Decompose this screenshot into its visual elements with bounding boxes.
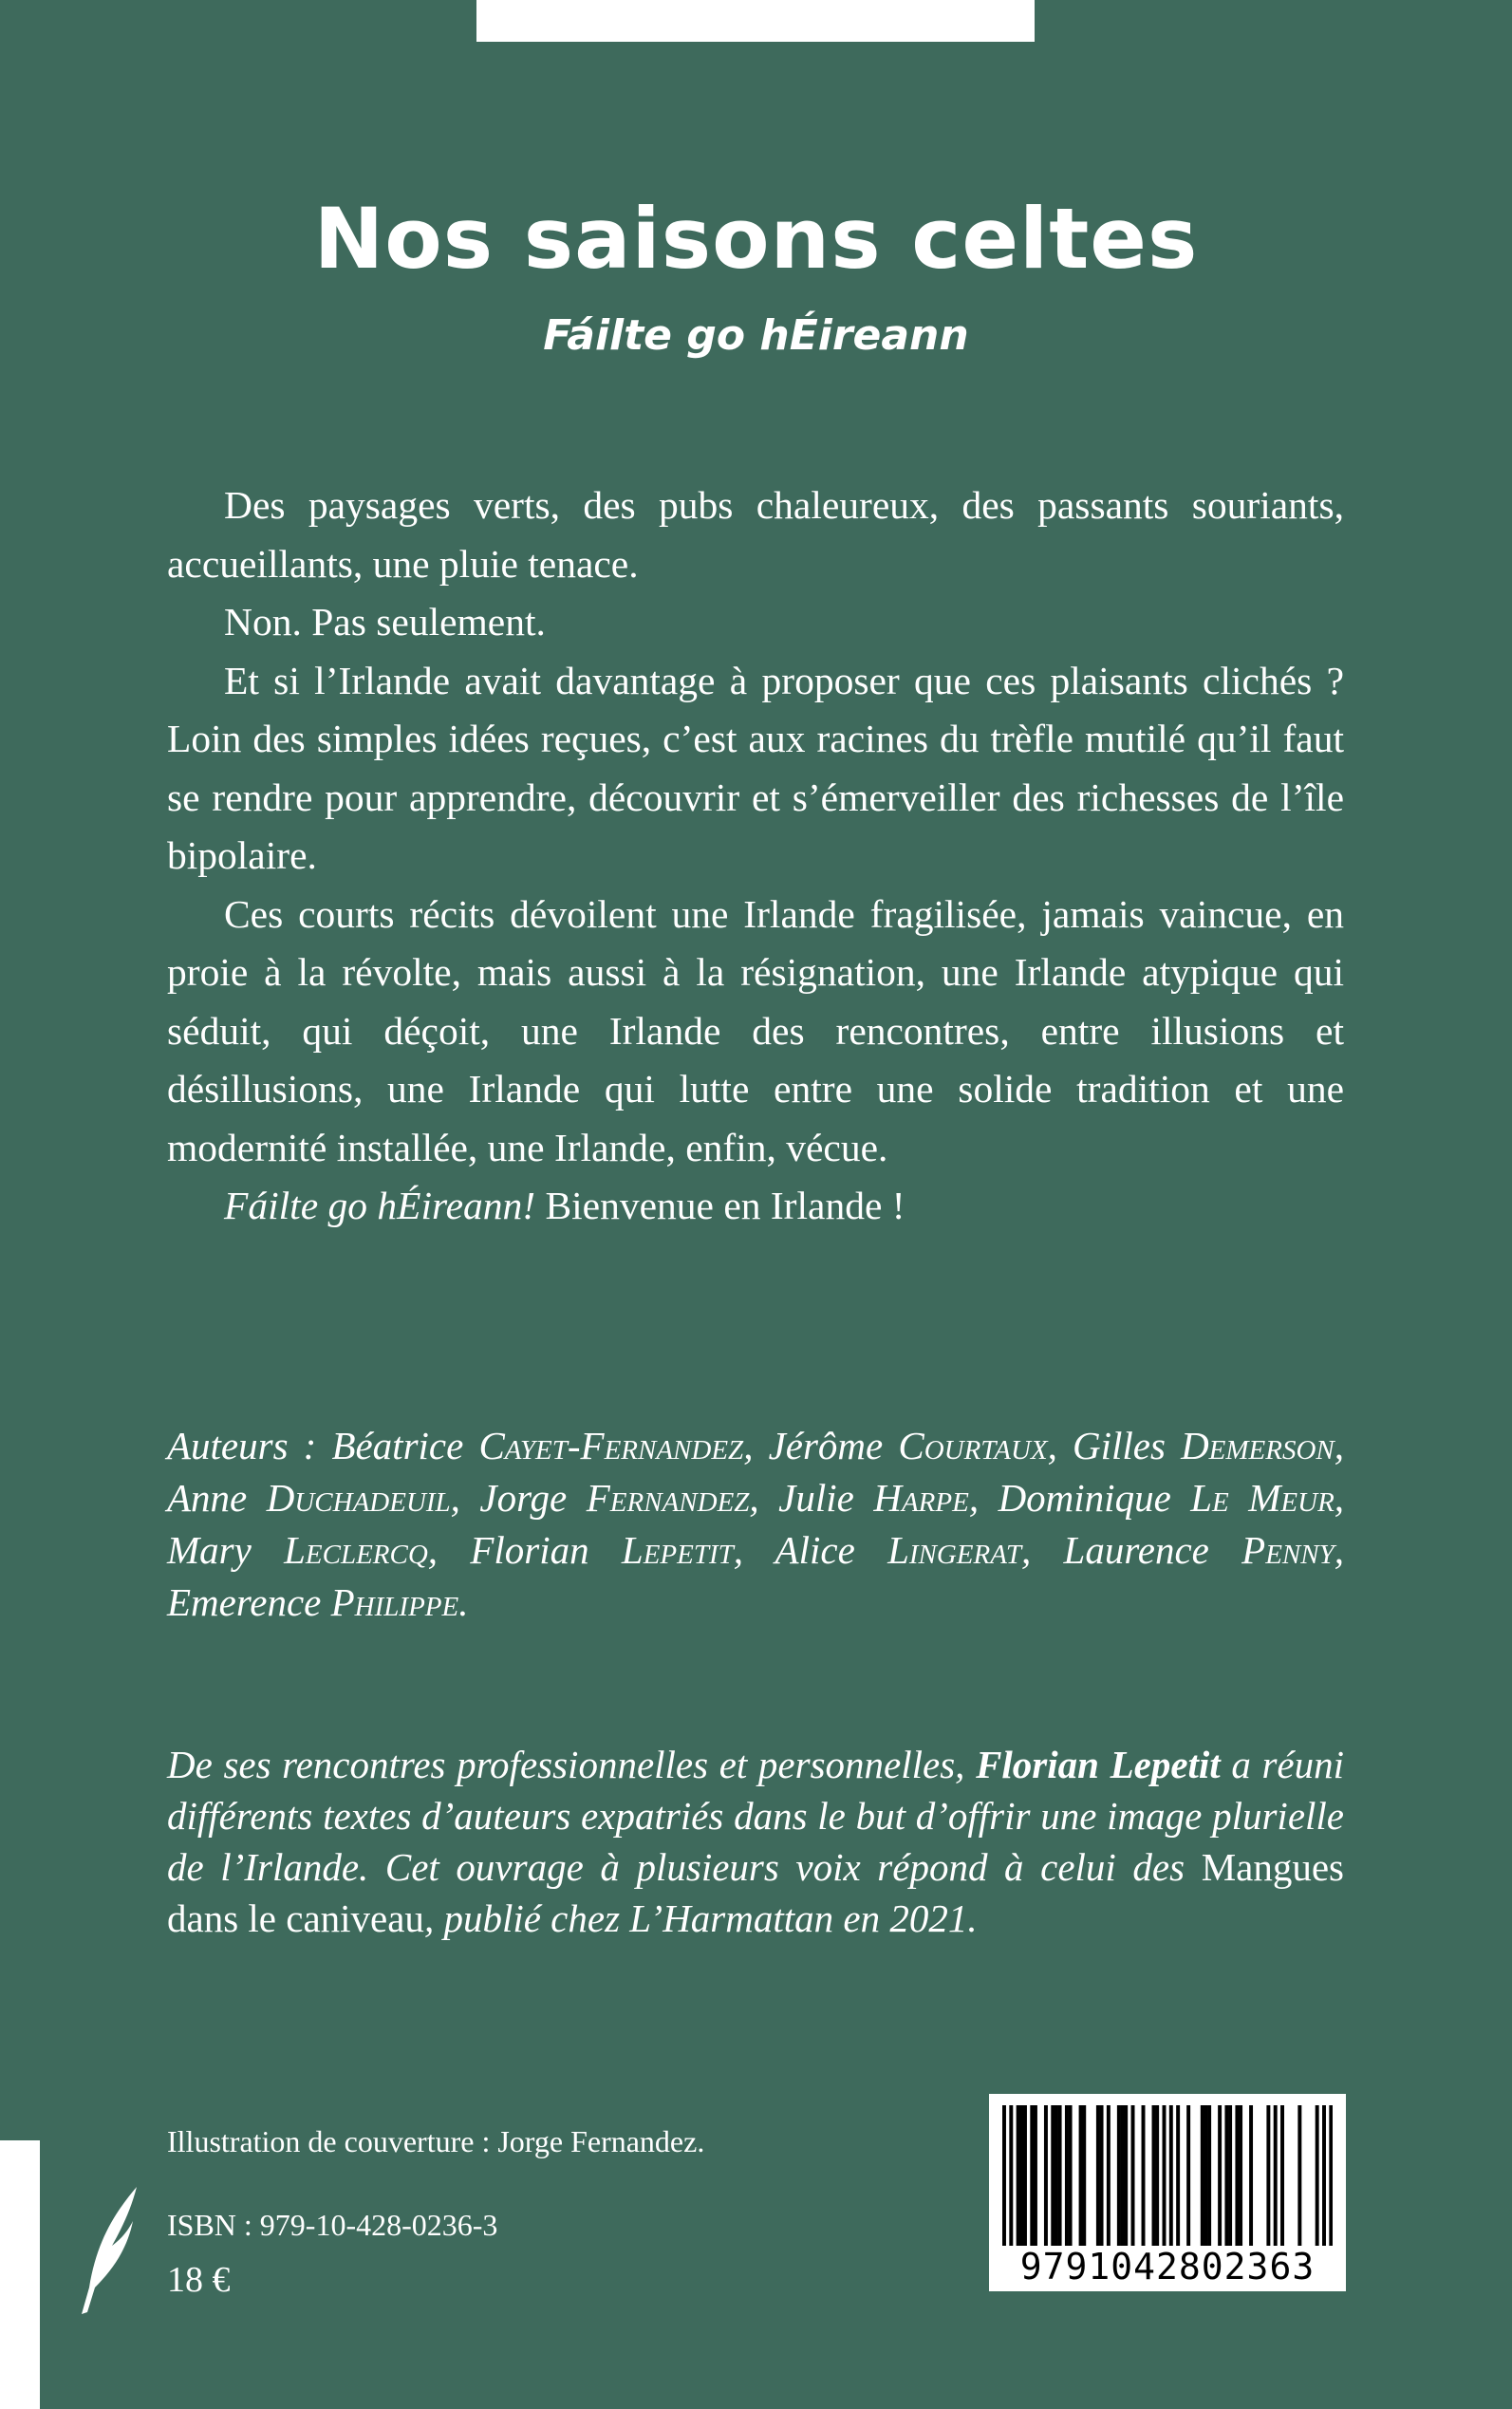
barcode-bar: [1002, 2105, 1006, 2246]
book-title: Nos saisons celtes: [313, 190, 1199, 288]
price: 18 €: [167, 2260, 231, 2300]
author-first-name: Dominique: [998, 1476, 1191, 1520]
authors-names: [167, 1424, 1344, 1624]
barcode-bar: [1249, 2105, 1253, 2246]
authors-list: [167, 1420, 1344, 1629]
top-white-strip: [476, 0, 1035, 42]
cover-credit: Illustration de couverture : Jorge Fernandez.: [167, 2124, 705, 2158]
author-name: [479, 1476, 778, 1520]
author-last-name: Harpe: [873, 1476, 969, 1520]
author-name: [999, 1476, 1344, 1520]
barcode-bar: [1121, 2105, 1125, 2246]
barcode-bar: [1322, 2105, 1326, 2246]
author-separator: ,: [1047, 1424, 1073, 1467]
author-last-name: Demerson: [1181, 1424, 1335, 1467]
book-reference: Mangues dans le caniveau: [167, 1845, 1344, 1940]
barcode-bar: [1297, 2105, 1301, 2246]
blurb-paragraph: Ces courts récits dévoilent une Irlande fragilisée, jamais vaincue, en proie à la révolte, mais aussi à la résignation, une Irlande atypique qui séduit, qui déçoit, une Irlande des rencontres, entre illusions et désillusions, une Irlande qui lutte entre une solide tradition et une modernité installée, une Irlande, enfin, vécue.: [167, 891, 1344, 1169]
author-first-name: Mary: [167, 1528, 285, 1572]
author-last-name: Penny: [1241, 1528, 1335, 1572]
barcode: [989, 2094, 1346, 2291]
author-separator: ,: [749, 1476, 779, 1520]
barcode-bar: [1235, 2105, 1239, 2246]
barcode-bar: [1069, 2105, 1073, 2246]
editor-name: Florian Lepetit: [976, 1743, 1221, 1786]
barcode-bar: [1058, 2105, 1062, 2246]
barcode-bar: [1017, 2105, 1020, 2246]
barcode-bar: [1096, 2105, 1100, 2246]
barcode-number: 9791042802363: [1019, 2246, 1316, 2288]
author-separator: ,: [1021, 1528, 1064, 1572]
author-first-name: Emerence: [167, 1580, 331, 1624]
barcode-bar: [1051, 2105, 1055, 2246]
author-separator: ,: [450, 1476, 480, 1520]
barcode-bar: [1280, 2105, 1284, 2246]
author-first-name: Jérôme: [768, 1424, 899, 1467]
author-name: [470, 1528, 775, 1572]
barcode-bar: [1204, 2105, 1207, 2246]
barcode-bar: [1274, 2105, 1278, 2246]
author-first-name: Béatrice: [331, 1424, 479, 1467]
barcode-bar: [1142, 2105, 1146, 2246]
author-separator: .: [458, 1580, 469, 1624]
barcode-bar: [1034, 2105, 1037, 2246]
author-last-name: Lingerat: [887, 1528, 1022, 1572]
isbn: ISBN : 979-10-428-0236-3: [167, 2208, 498, 2242]
author-name: [1073, 1424, 1344, 1467]
author-first-name: Gilles: [1073, 1424, 1182, 1467]
author-separator: ,: [968, 1476, 999, 1520]
barcode-bar: [1155, 2105, 1159, 2246]
author-last-name: Courtaux: [898, 1424, 1048, 1467]
author-last-name: Cayet-Fernandez: [478, 1424, 744, 1467]
barcode-bar: [1186, 2105, 1190, 2246]
author-first-name: Jorge: [479, 1476, 587, 1520]
author-separator: ,: [1334, 1528, 1344, 1572]
barcode-bar: [1201, 2105, 1204, 2246]
author-name: [769, 1424, 1073, 1467]
barcode-bar: [1023, 2105, 1027, 2246]
barcode-bar: [1228, 2105, 1232, 2246]
author-name: [167, 1476, 479, 1520]
book-subtitle: Fáilte go hÉireann: [543, 311, 969, 360]
barcode-bar: [1218, 2105, 1222, 2246]
barcode-bar: [1065, 2105, 1069, 2246]
barcode-bar: [1329, 2105, 1333, 2246]
barcode-bar: [1266, 2105, 1270, 2246]
author-last-name: Lepetit: [621, 1528, 734, 1572]
welcome-irish: Fáilte go hÉireann!: [224, 1184, 536, 1227]
barcode-bar: [1030, 2105, 1034, 2246]
barcode-bar: [1107, 2105, 1111, 2246]
author-separator: ,: [427, 1528, 471, 1572]
blurb-paragraph: Non. Pas seulement.: [224, 600, 546, 644]
author-separator: ,: [733, 1528, 775, 1572]
author-last-name: Fernandez: [586, 1476, 750, 1520]
author-first-name: Julie: [778, 1476, 874, 1520]
barcode-bar: [1152, 2105, 1156, 2246]
barcode-bar: [1082, 2105, 1086, 2246]
author-name: [167, 1528, 470, 1572]
barcode-bar: [1044, 2105, 1048, 2246]
blurb-paragraph: Des paysages verts, des pubs chaleureux, des passants souriants, accueillants, une pluie tenace.: [167, 483, 1344, 586]
barcode-bar: [1316, 2105, 1319, 2246]
barcode-bar: [1239, 2105, 1242, 2246]
barcode-bar: [1055, 2105, 1058, 2246]
barcode-bar: [1100, 2105, 1104, 2246]
author-last-name: Leclercq: [284, 1528, 428, 1572]
left-white-strip: [0, 2140, 40, 2409]
bio-part3: , publié chez L’Harmattan en 2021.: [423, 1896, 978, 1940]
barcode-bars: [1002, 2105, 1333, 2246]
authors-label: Auteurs :: [167, 1424, 332, 1467]
editor-bio: [167, 1739, 1344, 1944]
barcode-bar: [1079, 2105, 1083, 2246]
author-separator: ,: [1334, 1424, 1345, 1467]
barcode-bar: [1163, 2105, 1167, 2246]
barcode-bar: [1131, 2105, 1135, 2246]
barcode-bar: [1176, 2105, 1180, 2246]
author-first-name: Florian: [470, 1528, 622, 1572]
author-last-name: Duchadeuil: [266, 1476, 451, 1520]
author-name: [331, 1424, 768, 1467]
author-first-name: Laurence: [1063, 1528, 1242, 1572]
author-last-name: Philippe: [330, 1580, 459, 1624]
author-name: [775, 1528, 1064, 1572]
barcode-bar: [1124, 2105, 1128, 2246]
author-name: [1064, 1528, 1344, 1572]
blurb: [167, 476, 1344, 1236]
quill-icon: [78, 2183, 154, 2316]
barcode-bar: [1169, 2105, 1173, 2246]
barcode-bar: [1224, 2105, 1228, 2246]
barcode-bar: [1019, 2105, 1023, 2246]
barcode-bar: [1117, 2105, 1121, 2246]
barcode-bar: [1009, 2105, 1013, 2246]
author-last-name: Le Meur: [1190, 1476, 1335, 1520]
blurb-paragraph: [167, 1177, 1344, 1236]
barcode-bar: [1207, 2105, 1211, 2246]
author-first-name: Anne: [167, 1476, 267, 1520]
bio-part1: De ses rencontres professionnelles et personnelles,: [167, 1743, 977, 1786]
author-separator: ,: [1334, 1476, 1345, 1520]
author-name: [167, 1580, 468, 1624]
blurb-paragraph: Et si l’Irlande avait davantage à proposer que ces plaisants clichés ? Loin des simples idées reçues, c’est aux racines du trèfle mutilé qu’il faut se rendre pour apprendre, découvrir et s’émerveiller des richesses de l’île bipolaire.: [167, 658, 1344, 877]
author-name: [778, 1476, 998, 1520]
bio-part2: a réuni différents textes d’auteurs expatriés dans le but d’offrir une image plurielle de l’Irlande. Cet ouvrage à plusieurs voix répond à celui des: [167, 1743, 1345, 1889]
welcome-french: Bienvenue en Irlande !: [535, 1184, 905, 1227]
author-first-name: Alice: [775, 1528, 888, 1572]
author-separator: ,: [743, 1424, 769, 1467]
